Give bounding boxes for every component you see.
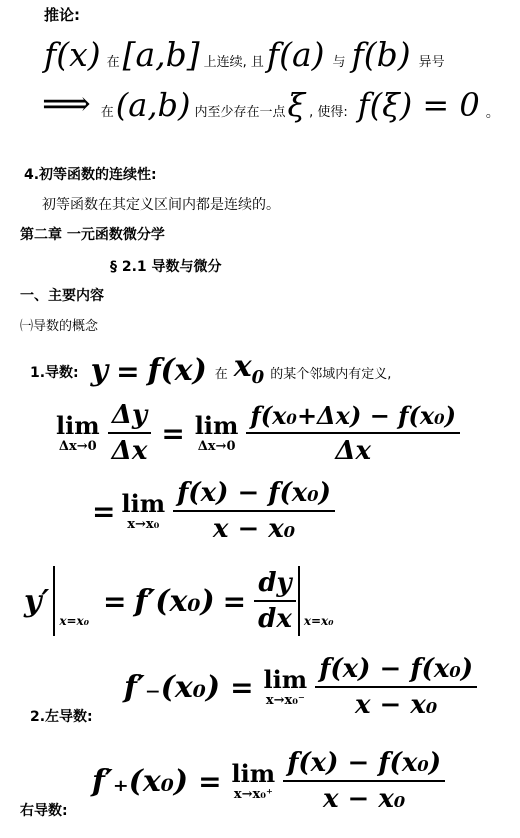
right-derivative-label: 右导数: <box>20 803 68 819</box>
fraction-dy-dx: $\frac{\Delta y}{\Delta x}$ <box>108 400 152 466</box>
equals-sign: = <box>161 416 185 450</box>
equals-sign: = <box>116 355 140 388</box>
word-at: 在 <box>214 367 228 382</box>
elementary-title: 4.初等函数的连续性: <box>24 167 157 183</box>
word-such-that: , 使得: <box>309 105 348 120</box>
eval-subscript: x=x₀ <box>59 614 89 628</box>
derivative-notation <box>24 566 333 636</box>
math-fx: f(x) <box>147 353 207 388</box>
main-heading: 一、主要内容 <box>20 288 104 304</box>
limit-operator: lim x→x₀⁻ <box>263 664 308 708</box>
subsection-heading: ㈠导数的概念 <box>20 319 99 334</box>
evaluation-bar <box>53 566 55 636</box>
implies-arrow-icon: ⟹ <box>42 84 91 124</box>
math-fa: f(a) <box>266 35 325 74</box>
period: 。 <box>485 105 500 121</box>
equals-sign: = <box>230 670 254 704</box>
equals-sign: = <box>102 584 127 618</box>
fraction-leibniz: $\frac{dy}{dx}$ <box>254 568 296 634</box>
math-xi: ξ <box>287 86 306 124</box>
math-open-interval: (a,b) <box>115 86 191 124</box>
difference-quotient: $\frac{\text{f(x) − f(x₀)}}{\text{x − x₀}}$ <box>173 478 335 544</box>
definition-text: 的某个邻域内有定义, <box>270 367 392 382</box>
elementary-body: 初等函数在其定义区间内都是连续的。 <box>42 197 280 213</box>
math-closed-interval: [a,b] <box>122 35 200 74</box>
equals-sign: = <box>198 764 222 798</box>
word-in: 在 <box>100 105 114 120</box>
math-right-derivative: f′₊(x₀) <box>92 763 189 799</box>
left-derivative-label: 2.左导数: <box>30 709 93 725</box>
math-fb: f(b) <box>351 35 411 74</box>
difference-quotient: $\frac{\text{f(x) − f(x₀)}}{\text{x − x₀}}$ <box>315 654 477 720</box>
word-on: 在 <box>106 55 120 70</box>
left-derivative-formula <box>124 654 477 720</box>
math-f-prime-x0: f′(x₀) <box>134 583 215 619</box>
derivative-intro <box>30 348 391 388</box>
chapter-title: 第二章 一元函数微分学 <box>20 227 165 243</box>
corollary-line-2 <box>42 80 500 124</box>
eval-subscript: x=x₀ <box>303 614 334 628</box>
math-x0: $x_0$ <box>233 349 265 388</box>
word-continuous: 上连续, 且 <box>203 55 264 70</box>
equals-sign: = <box>92 494 116 528</box>
limit-operator: lim Δx→0 <box>56 410 100 454</box>
right-derivative-formula <box>92 748 445 814</box>
difference-quotient: $\frac{\text{f(x₀+Δx) − f(x₀)}}{\Delta x}$ <box>246 401 460 466</box>
limit-operator: lim Δx→0 <box>194 410 239 454</box>
limit-operator: lim x→x₀⁺ <box>231 758 276 802</box>
derivative-label: 1.导数: <box>30 365 79 381</box>
math-left-derivative: f′₋(x₀) <box>124 669 221 705</box>
word-and: 与 <box>332 55 346 70</box>
derivative-formula-1 <box>56 400 460 466</box>
corollary-heading: 推论: <box>44 6 80 24</box>
word-opposite-sign: 异号 <box>418 55 445 70</box>
section-title: § 2.1 导数与微分 <box>110 259 222 275</box>
derivative-formula-2 <box>92 478 335 544</box>
evaluation-bar <box>298 566 300 636</box>
math-fx: f(x) <box>44 35 101 74</box>
math-f-xi-zero: f(ξ) = 0 <box>357 86 480 124</box>
word-exists-point: 内至少存在一点 <box>194 105 286 120</box>
equals-sign: = <box>222 584 247 618</box>
math-y-prime: y′ <box>24 583 50 619</box>
math-y: y <box>90 353 109 388</box>
difference-quotient: $\frac{\text{f(x) − f(x₀)}}{\text{x − x₀}}$ <box>283 748 445 814</box>
limit-operator: lim x→x₀ <box>121 488 166 532</box>
corollary-line-1 <box>44 30 445 74</box>
